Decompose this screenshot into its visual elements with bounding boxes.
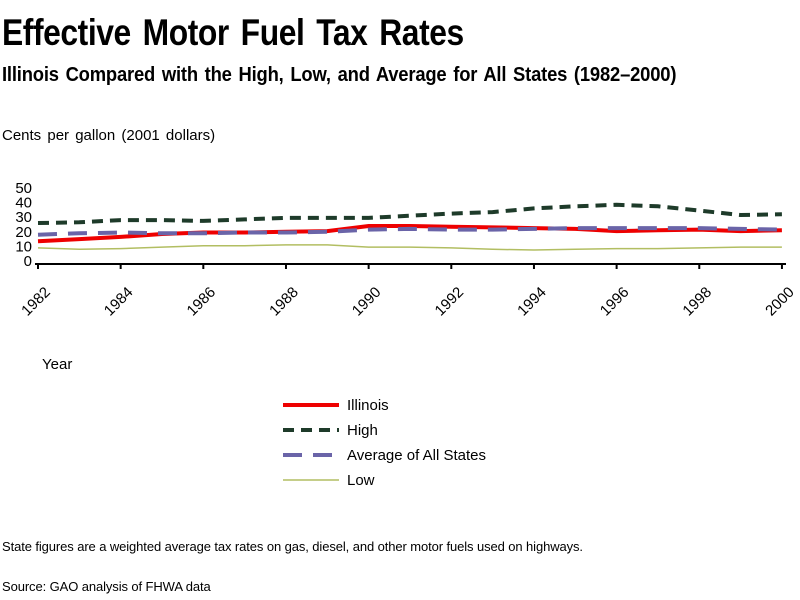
x-tick-label: 1990 [348, 283, 385, 320]
page-title: Effective Motor Fuel Tax Rates [2, 12, 464, 53]
x-tick-label: 1986 [183, 283, 220, 320]
legend-label-low: Low [347, 471, 375, 489]
legend-item-illinois [282, 397, 486, 413]
x-axis-title: Year [42, 356, 73, 373]
legend-swatch-average [282, 450, 340, 460]
y-tick-label: 10 [15, 238, 32, 256]
page-subtitle: Illinois Compared with the High, Low, and Average for All States (1982–2000) [2, 64, 677, 86]
legend-item-high [282, 422, 486, 438]
series-line-low [38, 245, 782, 250]
x-tick-label: 1982 [18, 283, 54, 320]
y-axis-units-label: Cents per gallon (2001 dollars) [2, 127, 216, 144]
x-tick-label: 1988 [266, 283, 302, 320]
chart-svg [0, 180, 800, 330]
legend-label-illinois: Illinois [347, 396, 389, 414]
legend [282, 397, 486, 488]
legend-swatch-low [282, 475, 340, 485]
x-tick-label: 2000 [762, 283, 798, 320]
y-tick-label: 0 [23, 253, 32, 270]
source-text: Source: GAO analysis of FHWA data [2, 579, 211, 594]
footnote-text: State figures are a weighted average tax rates on gas, diesel, and other motor fuels used on highways. [2, 539, 583, 554]
x-tick-label: 1996 [596, 283, 633, 320]
legend-label-high: High [347, 421, 378, 439]
x-tick-label: 1984 [100, 283, 137, 320]
x-tick-label: 1992 [431, 283, 468, 320]
y-tick-label: 50 [15, 180, 32, 197]
legend-swatch-high [282, 425, 340, 435]
x-tick-label: 1994 [514, 283, 550, 320]
legend-item-low [282, 472, 486, 488]
y-tick-label: 40 [15, 194, 32, 212]
y-tick-label: 30 [15, 209, 32, 227]
y-tick-label: 20 [15, 223, 32, 241]
legend-swatch-illinois [282, 400, 340, 410]
x-tick-label: 1998 [679, 283, 716, 320]
legend-item-average [282, 447, 486, 463]
legend-label-average: Average of All States [347, 446, 486, 464]
series-line-high [38, 205, 782, 223]
